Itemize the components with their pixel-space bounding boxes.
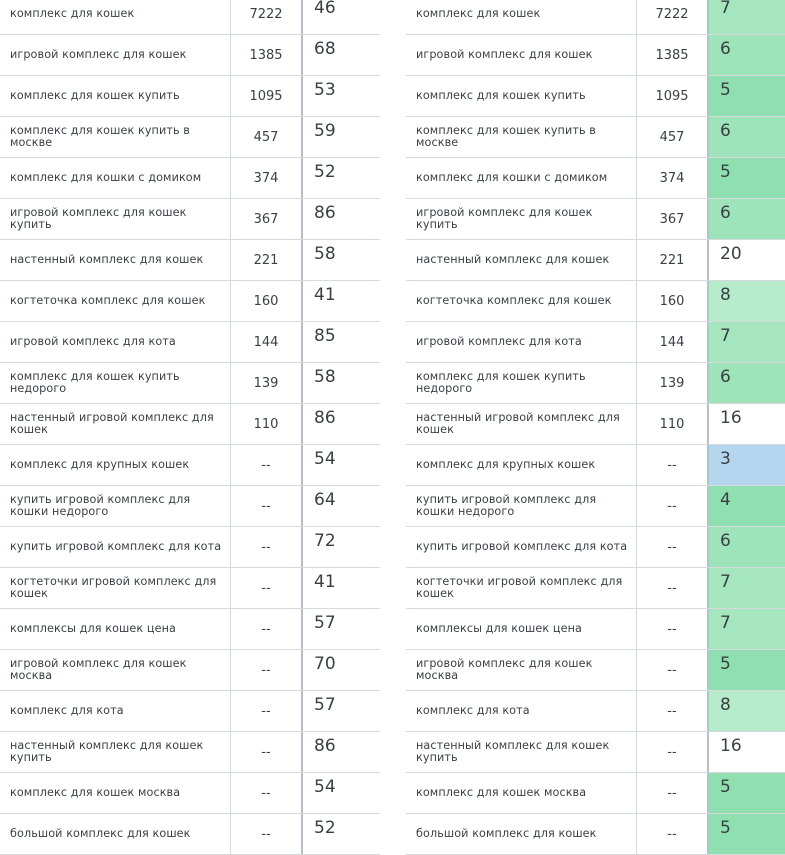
- frequency-cell: 221: [230, 240, 301, 280]
- keyword-cell: комплекс для крупных кошек: [416, 458, 596, 471]
- value-cell: 57: [301, 691, 380, 731]
- frequency-cell: --: [636, 609, 707, 649]
- frequency-cell: 221: [636, 240, 707, 280]
- frequency-cell: --: [230, 650, 301, 690]
- table-row: [0, 199, 380, 240]
- table-row: [406, 158, 785, 199]
- table-row: [0, 568, 380, 609]
- value-cell: 86: [301, 404, 380, 444]
- frequency-cell: 457: [230, 117, 301, 157]
- value-cell: 6: [707, 363, 785, 403]
- table-row: [406, 76, 785, 117]
- frequency-cell: 374: [636, 158, 707, 198]
- keyword-cell: когтеточка комплекс для кошек: [416, 294, 612, 307]
- frequency-cell: 374: [230, 158, 301, 198]
- table-row: [0, 527, 380, 568]
- table-row: [0, 0, 380, 35]
- value-cell: 3: [707, 445, 785, 485]
- frequency-cell: 160: [636, 281, 707, 321]
- value-cell: 16: [707, 404, 785, 444]
- value-cell: 7: [707, 0, 785, 34]
- table-row: [0, 732, 380, 773]
- frequency-cell: 139: [230, 363, 301, 403]
- frequency-cell: --: [230, 732, 301, 772]
- value-cell: 54: [301, 773, 380, 813]
- value-cell: 7: [707, 609, 785, 649]
- table-row: [406, 527, 785, 568]
- value-cell: 57: [301, 609, 380, 649]
- keyword-cell: игровой комплекс для кошек: [10, 48, 187, 61]
- value-cell: 64: [301, 486, 380, 526]
- keyword-cell: настенный игровой комплекс для кошек: [10, 411, 214, 436]
- table-row: [0, 691, 380, 732]
- value-cell: 5: [707, 814, 785, 854]
- table-row: [406, 35, 785, 76]
- frequency-cell: 110: [636, 404, 707, 444]
- frequency-cell: --: [636, 486, 707, 526]
- value-cell: 5: [707, 158, 785, 198]
- keyword-cell: комплекс для кошки с домиком: [416, 171, 608, 184]
- frequency-cell: 7222: [636, 0, 707, 34]
- right-keyword-table: [406, 0, 785, 855]
- value-cell: 41: [301, 568, 380, 608]
- value-cell: 68: [301, 35, 380, 75]
- frequency-cell: 457: [636, 117, 707, 157]
- value-cell: 54: [301, 445, 380, 485]
- value-cell: 6: [707, 199, 785, 239]
- frequency-cell: 144: [636, 322, 707, 362]
- table-row: [0, 240, 380, 281]
- frequency-cell: --: [636, 814, 707, 854]
- frequency-cell: --: [636, 527, 707, 567]
- table-row: [406, 650, 785, 691]
- keyword-cell: игровой комплекс для кошек москва: [10, 657, 187, 682]
- frequency-cell: 1385: [636, 35, 707, 75]
- table-row: [406, 240, 785, 281]
- keyword-cell: комплекс для кота: [10, 704, 124, 717]
- table-row: [0, 650, 380, 691]
- value-cell: 72: [301, 527, 380, 567]
- table-row: [406, 609, 785, 650]
- value-cell: 53: [301, 76, 380, 116]
- frequency-cell: --: [230, 773, 301, 813]
- value-cell: 52: [301, 158, 380, 198]
- value-cell: 46: [301, 0, 380, 34]
- keyword-cell: настенный комплекс для кошек: [10, 253, 204, 266]
- table-row: [0, 76, 380, 117]
- frequency-cell: --: [636, 568, 707, 608]
- table-row: [0, 117, 380, 158]
- table-row: [406, 281, 785, 322]
- frequency-cell: --: [230, 568, 301, 608]
- keyword-cell: игровой комплекс для кота: [10, 335, 176, 348]
- keyword-cell: игровой комплекс для кошек купить: [416, 206, 593, 231]
- frequency-cell: 1385: [230, 35, 301, 75]
- value-cell: 5: [707, 650, 785, 690]
- value-cell: 7: [707, 568, 785, 608]
- frequency-cell: --: [636, 773, 707, 813]
- table-row: [0, 322, 380, 363]
- value-cell: 86: [301, 732, 380, 772]
- frequency-cell: 144: [230, 322, 301, 362]
- value-cell: 4: [707, 486, 785, 526]
- keyword-cell: большой комплекс для кошек: [416, 827, 597, 840]
- table-row: [406, 199, 785, 240]
- keyword-cell: игровой комплекс для кота: [416, 335, 582, 348]
- table-row: [0, 486, 380, 527]
- frequency-cell: 367: [230, 199, 301, 239]
- keyword-cell: купить игровой комплекс для кота: [416, 540, 628, 553]
- frequency-cell: --: [636, 691, 707, 731]
- frequency-cell: --: [636, 732, 707, 772]
- value-cell: 20: [707, 240, 785, 280]
- value-cell: 41: [301, 281, 380, 321]
- keyword-cell: комплекс для кошек москва: [10, 786, 181, 799]
- table-row: [0, 609, 380, 650]
- value-cell: 86: [301, 199, 380, 239]
- value-cell: 6: [707, 527, 785, 567]
- keyword-cell: настенный игровой комплекс для кошек: [416, 411, 620, 436]
- keyword-cell: комплекс для кошек купить недорого: [416, 370, 586, 395]
- keyword-cell: настенный комплекс для кошек купить: [416, 739, 610, 764]
- keyword-cell: комплекс для кошек: [416, 7, 541, 20]
- table-row: [406, 568, 785, 609]
- keyword-cell: игровой комплекс для кошек купить: [10, 206, 187, 231]
- table-row: [406, 486, 785, 527]
- table-row: [0, 773, 380, 814]
- keyword-cell: комплекс для кошек купить: [10, 89, 180, 102]
- frequency-cell: --: [230, 814, 301, 854]
- keyword-cell: комплекс для кошек: [10, 7, 135, 20]
- keyword-cell: игровой комплекс для кошек москва: [416, 657, 593, 682]
- keyword-cell: игровой комплекс для кошек: [416, 48, 593, 61]
- table-row: [406, 322, 785, 363]
- keyword-cell: комплексы для кошек цена: [416, 622, 582, 635]
- value-cell: 6: [707, 117, 785, 157]
- frequency-cell: --: [230, 691, 301, 731]
- table-row: [406, 691, 785, 732]
- frequency-cell: 1095: [230, 76, 301, 116]
- value-cell: 59: [301, 117, 380, 157]
- frequency-cell: 110: [230, 404, 301, 444]
- value-cell: 6: [707, 35, 785, 75]
- table-row: [406, 404, 785, 445]
- keyword-cell: купить игровой комплекс для кота: [10, 540, 222, 553]
- value-cell: 8: [707, 281, 785, 321]
- keyword-cell: комплекс для кошек москва: [416, 786, 587, 799]
- table-row: [406, 117, 785, 158]
- keyword-cell: комплекс для кошек купить в москве: [416, 124, 596, 149]
- value-cell: 58: [301, 240, 380, 280]
- value-cell: 8: [707, 691, 785, 731]
- value-cell: 52: [301, 814, 380, 854]
- keyword-cell: купить игровой комплекс для кошки недорого: [416, 493, 597, 518]
- keyword-cell: комплекс для кошек купить в москве: [10, 124, 190, 149]
- frequency-cell: 160: [230, 281, 301, 321]
- frequency-cell: --: [230, 527, 301, 567]
- keyword-cell: когтеточки игровой комплекс для кошек: [416, 575, 623, 600]
- table-row: [0, 158, 380, 199]
- frequency-cell: 139: [636, 363, 707, 403]
- value-cell: 58: [301, 363, 380, 403]
- keyword-cell: когтеточка комплекс для кошек: [10, 294, 206, 307]
- table-row: [0, 445, 380, 486]
- keyword-cell: настенный комплекс для кошек: [416, 253, 610, 266]
- value-cell: 85: [301, 322, 380, 362]
- table-row: [406, 445, 785, 486]
- value-cell: 70: [301, 650, 380, 690]
- table-row: [406, 732, 785, 773]
- value-cell: 5: [707, 76, 785, 116]
- table-row: [0, 363, 380, 404]
- value-cell: 5: [707, 773, 785, 813]
- table-row: [0, 404, 380, 445]
- table-row: [406, 814, 785, 855]
- keyword-cell: когтеточки игровой комплекс для кошек: [10, 575, 217, 600]
- keyword-cell: настенный комплекс для кошек купить: [10, 739, 204, 764]
- keyword-cell: комплекс для кошки с домиком: [10, 171, 202, 184]
- frequency-cell: --: [230, 445, 301, 485]
- frequency-cell: 7222: [230, 0, 301, 34]
- table-row: [406, 363, 785, 404]
- table-row: [0, 814, 380, 855]
- table-row: [0, 35, 380, 76]
- table-row: [406, 773, 785, 814]
- frequency-cell: --: [230, 486, 301, 526]
- keyword-cell: комплексы для кошек цена: [10, 622, 176, 635]
- value-cell: 7: [707, 322, 785, 362]
- left-keyword-table: [0, 0, 380, 855]
- frequency-cell: --: [636, 445, 707, 485]
- frequency-cell: 1095: [636, 76, 707, 116]
- frequency-cell: --: [230, 609, 301, 649]
- value-cell: 16: [707, 732, 785, 772]
- frequency-cell: 367: [636, 199, 707, 239]
- keyword-cell: комплекс для кошек купить недорого: [10, 370, 180, 395]
- keyword-cell: большой комплекс для кошек: [10, 827, 191, 840]
- keyword-cell: комплекс для крупных кошек: [10, 458, 190, 471]
- keyword-cell: комплекс для кота: [416, 704, 530, 717]
- keyword-cell: комплекс для кошек купить: [416, 89, 586, 102]
- keyword-cell: купить игровой комплекс для кошки недорого: [10, 493, 191, 518]
- table-row: [0, 281, 380, 322]
- frequency-cell: --: [636, 650, 707, 690]
- table-row: [406, 0, 785, 35]
